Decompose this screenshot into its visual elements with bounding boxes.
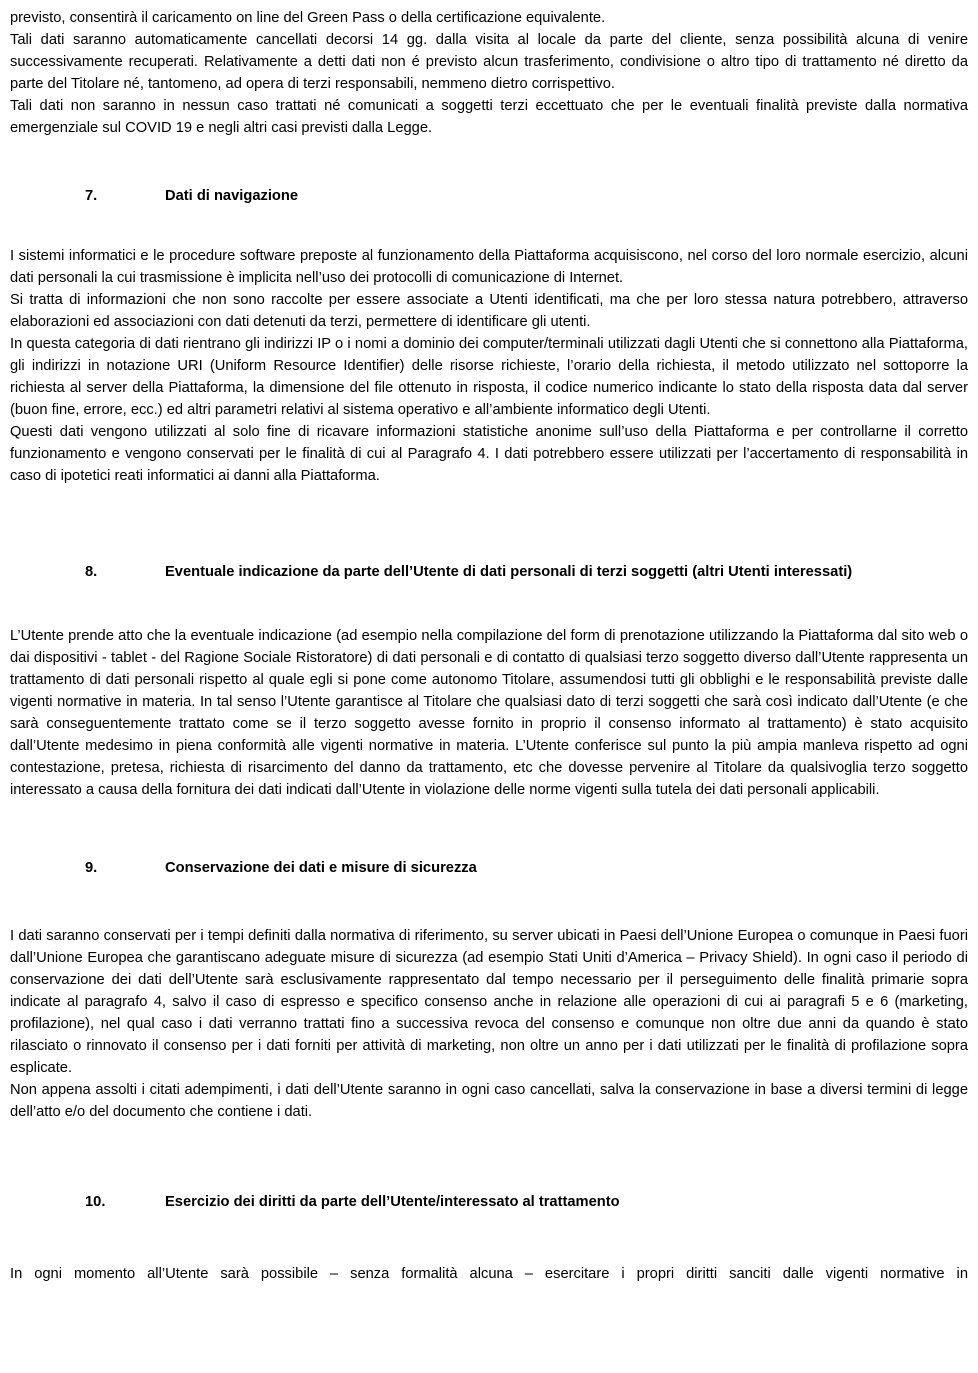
paragraph: Non appena assolti i citati adempimenti, i dati dell’Utente saranno in ogni caso cancellati, salva la conservazione in base a diversi termini di legge dell’atto e/o del documento che contiene i dati. (10, 1082, 968, 1120)
section-heading-7 (10, 185, 968, 207)
section-body-10 (10, 1263, 968, 1285)
paragraph: I sistemi informatici e le procedure software preposte al funzionamento della Piattaforma acquisiscono, nel corso del loro normale esercizio, alcuni dati personali la cui trasmissione è implicita nell’uso dei protocolli di comunicazione di Internet. (10, 248, 968, 286)
paragraph: I dati saranno conservati per i tempi definiti dalla normativa di riferimento, su server ubicati in Paesi dell’Unione Europea o comunque in Paesi fuori dall’Unione Europea che garantiscano adeguate misure di sicurezza (ad esempio Stati Uniti d’America – Privacy Shield). In ogni caso il periodo di conservazione dei dati dell’Utente sarà esclusivamente rappresentato dal tempo necessario per il perseguimento delle finalità primarie sopra indicate al paragrafo 4, salvo il caso di espresso e specifico consenso anche in relazione alle operazioni di cui ai paragrafi 5 e 6 (marketing, profilazione), nel qual caso i dati verranno trattati fino a successiva revoca del consenso e comunque non oltre due anni da quando è stato rilasciato o rinnovato il consenso per i dati forniti per attività di marketing, non oltre un anno per i dati utilizzati per le finalità di profilazione sopra esplicate. (10, 928, 968, 1076)
intro-paragraph: Tali dati non saranno in nessun caso trattati né comunicati a soggetti terzi eccettuato che per le eventuali finalità previste dalla normativa emergenziale sul COVID 19 e negli altri casi previsti dalla Legge. (10, 98, 968, 136)
section-title: Dati di navigazione (165, 188, 299, 204)
section-heading-10 (10, 1191, 968, 1213)
section-number: 10. (85, 1194, 106, 1210)
intro-paragraph: previsto, consentirà il caricamento on line del Green Pass o della certificazione equivalente. (10, 10, 606, 26)
paragraph: Si tratta di informazioni che non sono raccolte per essere associate a Utenti identificati, ma che per loro stessa natura potrebbero, attraverso elaborazioni ed associazioni con dati detenuti da terzi, permettere di identificare gli utenti. (10, 292, 968, 330)
section-title: Esercizio dei diritti da parte dell’Utente/interessato al trattamento (165, 1194, 620, 1210)
section-title: Eventuale indicazione da parte dell’Utente di dati personali di terzi soggetti (altri Utenti interessati) (165, 564, 853, 580)
intro-paragraph: Tali dati saranno automaticamente cancellati decorsi 14 gg. dalla visita al locale da parte del cliente, senza possibilità alcuna di venire successivamente recuperati. Relativamente a detti dati non é previsto alcun trasferimento, condivisione o altro tipo di trattamento né diretto da parte del Titolare né, tantomeno, ad opera di terzi responsabili, nemmeno dietro corrispettivo. (10, 32, 968, 92)
section-body-7 (10, 245, 968, 487)
section-heading-9 (10, 857, 968, 879)
section-title: Conservazione dei dati e misure di sicurezza (165, 860, 477, 876)
section-number: 8. (85, 564, 98, 580)
section-heading-8 (10, 561, 968, 583)
paragraph: In questa categoria di dati rientrano gli indirizzi IP o i nomi a dominio dei computer/terminali utilizzati dagli Utenti che si connettono alla Piattaforma, gli indirizzi in notazione URI (Uniform Resource Identifier) delle risorse richieste, l’orario della richiesta, il metodo utilizzato nel sottoporre la richiesta al server della Piattaforma, la dimensione del file ottenuto in risposta, il codice numerico indicante lo stato della risposta data dal server (buon fine, errore, ecc.) ed altri parametri relativi al sistema operativo e all’ambiente informatico degli Utenti. (10, 336, 968, 418)
section-body-8 (10, 625, 968, 801)
section-body-9 (10, 925, 968, 1123)
paragraph: Questi dati vengono utilizzati al solo fine di ricavare informazioni statistiche anonime sull’uso della Piattaforma e per controllarne il corretto funzionamento e vengono conservati per le finalità di cui al Paragrafo 4. I dati potrebbero essere utilizzati per l’accertamento di responsabilità in caso di ipotetici reati informatici ai danni alla Piattaforma. (10, 424, 968, 484)
paragraph: In ogni momento all’Utente sarà possibile – senza formalità alcuna – esercitare i propri diritti sanciti dalle vigenti normative in (10, 1266, 968, 1282)
section-number: 9. (85, 860, 98, 876)
section-number: 7. (85, 188, 98, 204)
paragraph: L’Utente prende atto che la eventuale indicazione (ad esempio nella compilazione del form di prenotazione utilizzando la Piattaforma dal sito web o dai dispositivi - tablet - del Ragione Sociale Ristoratore) di dati personali e di contatto di qualsiasi terzo soggetto diverso dall’Utente rappresenta un trattamento di dati personali rispetto al quale egli si pone come autonomo Titolare, assumendosi tutti gli obblighi e le responsabilità previste dalle vigenti normative in materia. In tal senso l’Utente garantisce al Titolare che qualsiasi dato di terzi soggetti che sarà così indicato dall’Utente (e che sarà conseguentemente trattato come se il terzo soggetto avesse fornito in proprio il consenso informato al trattamento) è stato acquisito dall’Utente medesimo in piena conformità alle vigenti normative in materia. L’Utente conferisce sul punto la più ampia manleva rispetto ad ogni contestazione, pretesa, richiesta di risarcimento del danno da trattamento, etc che dovesse pervenire al Titolare da qualsivoglia terzo soggetto interessato a causa della fornitura dei dati indicati dall’Utente in violazione delle norme vigenti sulla tutela dei dati personali applicabili. (10, 628, 968, 798)
